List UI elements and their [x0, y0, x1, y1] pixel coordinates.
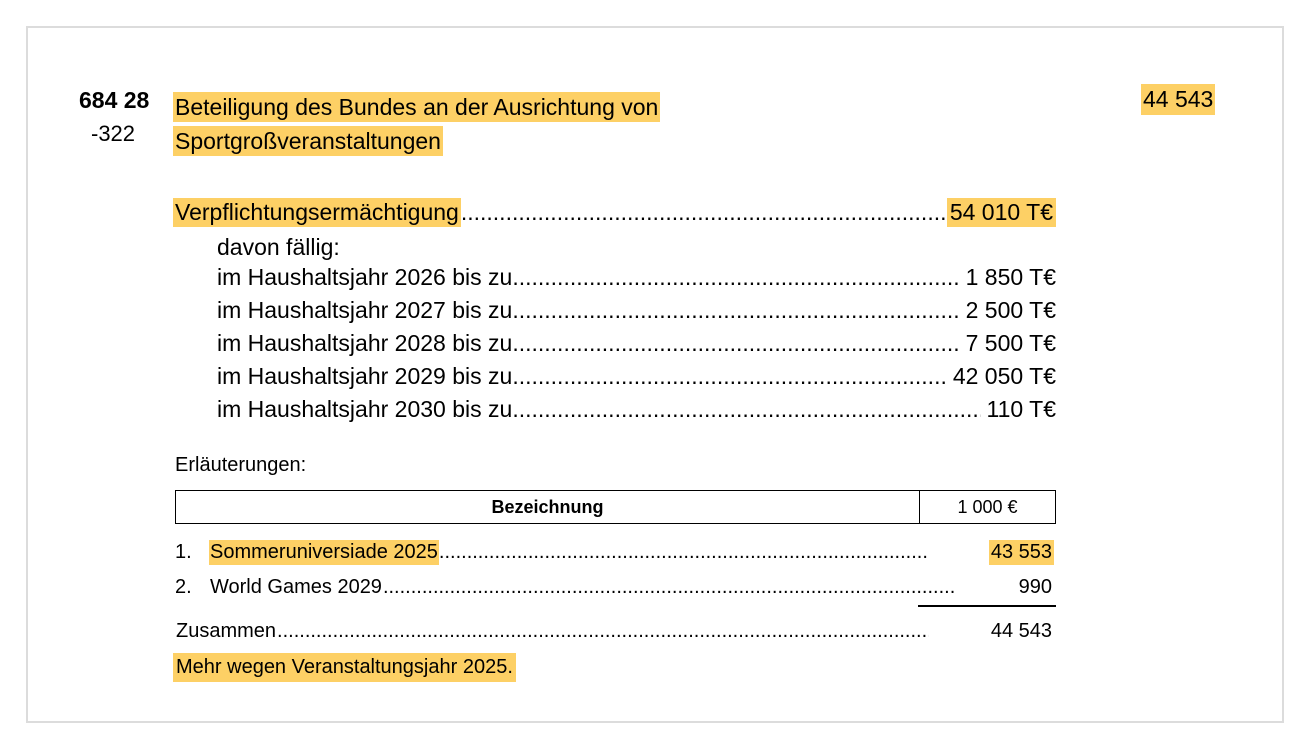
item-value: 43 553	[990, 541, 1052, 563]
year-row	[217, 330, 1056, 357]
commitment-row	[173, 198, 1056, 227]
year-label: im Haushaltsjahr 2027 bis zu	[217, 297, 513, 323]
year-row	[217, 264, 1056, 291]
leader-dots	[439, 541, 929, 564]
total-label: Zusammen	[176, 620, 277, 642]
header-designation: Bezeichnung	[176, 491, 920, 524]
leader-dots	[512, 396, 980, 423]
explanation-item	[175, 540, 1054, 565]
year-value: 42 050 T€	[952, 363, 1056, 389]
year-row	[217, 396, 1056, 423]
budget-title-subnumber: -322	[91, 121, 136, 146]
explanations-heading: Erläuterungen:	[175, 454, 307, 476]
year-value: 7 500 T€	[965, 330, 1056, 356]
header-unit: 1 000 €	[920, 491, 1056, 524]
year-value: 1 850 T€	[965, 264, 1056, 290]
item-value: 990	[1018, 576, 1052, 598]
total-row	[175, 619, 1054, 644]
item-label: Sommeruniversiade 2025	[210, 541, 438, 563]
leader-dots	[383, 576, 957, 599]
total-value: 44 543	[990, 620, 1052, 642]
year-label: im Haushaltsjahr 2030 bis zu	[217, 396, 513, 422]
sum-rule	[918, 605, 1056, 607]
budget-title-line2: Sportgroßveranstaltungen	[175, 128, 441, 154]
item-number: 1.	[175, 541, 192, 563]
davon-label: davon fällig:	[217, 234, 340, 260]
item-number: 2.	[175, 576, 192, 598]
commitment-value: 54 010 T€	[947, 198, 1056, 227]
budget-title-number: 684 28	[79, 87, 150, 113]
year-row	[217, 363, 1056, 390]
leader-dots	[512, 264, 959, 291]
year-value: 2 500 T€	[965, 297, 1056, 323]
year-label: im Haushaltsjahr 2028 bis zu	[217, 330, 513, 356]
year-row	[217, 297, 1056, 324]
budget-amount: 44 543	[1141, 84, 1215, 115]
explanation-item	[175, 575, 1054, 600]
budget-title-line1: Beteiligung des Bundes an der Ausrichtung von	[175, 94, 659, 120]
commitment-label: Verpflichtungsermächtigung	[175, 199, 459, 225]
leader-dots	[277, 620, 929, 643]
year-label: im Haushaltsjahr 2026 bis zu	[217, 264, 513, 290]
year-value: 110 T€	[986, 396, 1056, 422]
leader-dots	[512, 297, 959, 324]
year-label: im Haushaltsjahr 2029 bis zu	[217, 363, 513, 389]
leader-dots	[512, 363, 947, 390]
explanations-table-header	[175, 490, 1056, 524]
explanation-note: Mehr wegen Veranstaltungsjahr 2025.	[173, 653, 516, 682]
leader-dots	[512, 330, 959, 357]
leader-dots	[461, 199, 947, 226]
item-label: World Games 2029	[210, 576, 382, 598]
budget-title	[173, 90, 660, 158]
